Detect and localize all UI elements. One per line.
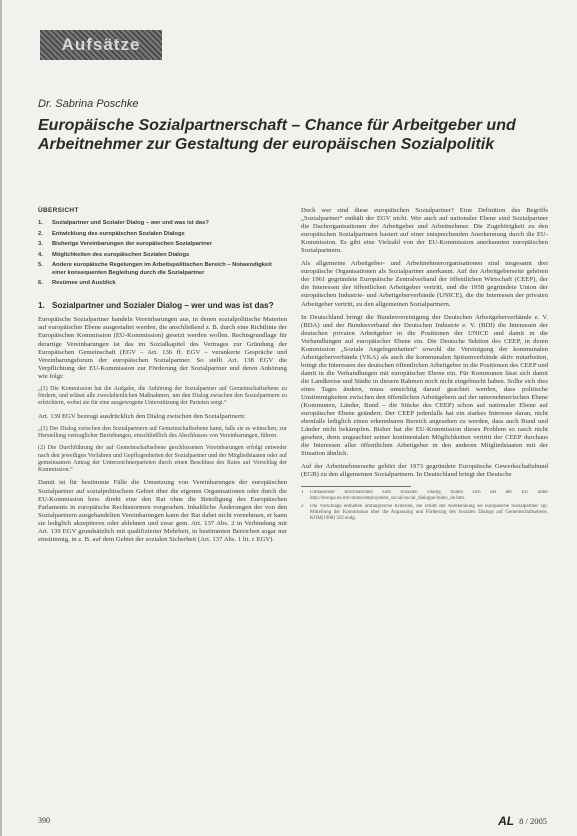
toc-item-number: 5. [38, 262, 43, 269]
toc-item [38, 231, 287, 238]
section-number: 1. [38, 301, 45, 311]
body-paragraph: Auf der Arbeitnehmerseite gehört der 1973 gegründete Europäische Gewerkschaftsbund (EGB) zu den allgemeinen Sozialpartnern. In Deutschland bringt der Deutsche [301, 463, 548, 479]
toc-item [38, 252, 287, 259]
section-title: Sozialpartner und Sozialer Dialog – wer und was ist das? [52, 301, 274, 311]
section-stamp: Aufsätze [40, 30, 162, 60]
toc-item-text: Entwicklung des europäischen Sozialen Dialogs [52, 230, 185, 237]
toc-list [38, 220, 287, 287]
right-body [301, 207, 548, 480]
quoted-paragraph: „(1) Die Kommission hat die Aufgabe, die Anhörung der Sozialpartner auf Gemeinschaftsebene zu fördern, und erlässt alle zweckdienlichen Maßnahmen, um den Dialog zwischen den Sozialpartnern zu erleichtern, wobei sie für eine ausgewogene Unterstützung der Parteien sorgt.“ [38, 385, 287, 407]
toc-item-number: 2. [38, 230, 43, 237]
footnote [301, 504, 548, 522]
toc-item [38, 262, 287, 276]
footnote-number: 2 [301, 503, 304, 509]
toc-item-text: Möglichkeiten des europäischen Sozialen Dialogs [52, 251, 190, 258]
footnotes [301, 486, 548, 522]
quoted-paragraph: „(1) Der Dialog zwischen den Sozialpartnern auf Gemeinschaftsebene kann, falls sie es wünschen, zur Herstellung vertraglicher Beziehungen, einschließlich des Abschlusses von Vereinbarungen, führen. [38, 425, 287, 439]
footnote-text: Umfassende Informationen zum Sozialen Dialog finden sich bei der EU unter http://europa.eu.int/comm/employment_social/social_dialogue/index_de.htm. [310, 489, 548, 501]
footnote [301, 490, 548, 502]
footnote-text: Die Vorschläge enthalten umfangreiche Kriterien, die erfüllt der Anerkennung als europäische Sozialpartner vgl. Mitteilung der Kommission über die Anpassung und Förderung des Sozialen Dialogs auf Gemeinschaftsebene, KOM(1998) 322 endg. [310, 503, 548, 521]
quoted-paragraph: (2) Die Durchführung der auf Gemeinschaftsebene geschlossenen Vereinbarungen erfolgt entweder nach den jeweiligen Verfahren und Gepflogenheiten der Sozialpartner und der Mitgliedstaaten oder auf gemeinsamen Antrag der Unterzeichnerparteien durch einen Beschluss des Rates auf Vorschlag der Kommission.“ [38, 445, 287, 474]
right-column [301, 207, 548, 524]
body-paragraph: Als allgemeine Arbeitgeber- und Arbeitnehmerorganisationen sind insgesamt drei europäische Organisationen als Sozialpartner anerkannt. Auf der Arbeitgeberseite gehören der 1961 gegründete Europäische Zentralverband der öffentlichen Wirtschaft (CEEP), der die Interessen der öffentlichen Arbeitgeber vertritt, und die 1958 gegründete Union der europäischen Industrie- und Arbeitgeberverbände (UNICE), die die Interessen der privaten Arbeitgeber vertritt, zu den allgemeinen Sozialpartnern. [301, 260, 548, 308]
toc-heading: ÜBERSICHT [38, 207, 79, 214]
body-paragraph: In Deutschland bringt die Bundesvereinigung der Deutschen Arbeitgeberverbände e. V. (BDA) und der Bundesverband der Deutschen Industrie e. V. (BDI) die Interessen der deutschen privaten Arbeitgeber in die Positionen der UNICE und damit in die Verhandlungen auf europäischer Ebene ein. Die Deutsche Sektion des CEEP, in deren Kommission „Soziale Angelegenheiten“ sowohl die Vereinigung der kommunalen Arbeitgeberverbände (VKA) als auch die kommunalen Spitzenverbände aktiv mitarbeiten, bringt die Interessen der deutschen öffentlichen Arbeitgeber in die Positionen des CEEP und damit in die Verhandlungen mit europäischer Ebene ein. Für Kommunen lässt sich damit die Landkreise und Städte in diesem Rahmen noch nicht eingebracht haben. Sollte sich dies eines Tages ändern, muss umsichtig darauf geachtet werden, dass politische Unstimmigkeiten zwischen den öffentlichen Arbeitgebern auf der unternehmerischen Ebene (Kommunen, Länder, Bund – die Stücke des CEEP) schon auf nationaler Ebene auf europäischer Ebene geändert. Der CEEP jedenfalls hat ein starkes Interesse daran, nicht ebenfalls lediglich einen erkennbaren Bereich angesehen zu werden, dass auch Bund und Länder nicht bekämpfen. Bisher hat die EU-Kommission dieses Problem so rasch nicht gesehen, denn ungeachtet seiner kontinentalen Möglichkeiten vertritt der CEEP durchaus die Interessen aller öffentlichen Arbeitgeber in den anderen Mitgliedstaaten mit der Situation ähnlich. [301, 313, 549, 458]
body-paragraph: Doch wer sind diese europäischen Sozialpartner? Eine Definition des Begriffs „Sozialpartner“ enthält der EGV nicht. Wer auch auf nationaler Ebene sind Sozialpartner die Dachorganisationen der Arbeitgeber und Arbeitnehmer. Die Zugehörigkeit zu den europäischen Sozialpartnern basiert auf einer entsprechenden Anerkennung durch die EU-Kommission. Es gibt eine Vielzahl von der EU-Kommission anerkannten europäischen Sozialpartnern. [301, 207, 548, 255]
toc-item-number: 3. [38, 241, 43, 248]
page-edge-line [0, 0, 2, 836]
section-heading [38, 301, 287, 311]
body-paragraph: Europäische Sozialpartner handeln Vereinbarungen aus, in denen sozialpolitische Materien auf europäischer Ebene ausgestaltet werden, die anschließend z. B. durch eine Richtlinie der Europäischen Kommission (EU-Kommission) gesetzt werden wollen. Rechtsgrundlage für derartige Vereinbarungen ist das im Sozialkapitel des Vertrages zur Gründung der Europäischen Gemeinschaft (EGV – Art. 136 ff. EGV – verankerte Gespräche und Vereinbarungsforum der europäischen Sozialpartner. So stellt Art. 138 EGV die Verpflichtung der EU-Kommission zur Förderung der Sozialpartner und deren Anhörung wie folgt: [38, 316, 287, 380]
footnote-number: 1 [301, 489, 304, 495]
toc-item-text: Andere europäische Regelungen im Arbeitspolitischen Bereich – Notwendigkeit einer konsequenten Begleitung durch die Sozialpartner [52, 262, 272, 276]
page-number: 390 [38, 816, 50, 825]
body-paragraph: Damit ist für bestimmte Fälle die Umsetzung von Vereinbarungen der europäischen Sozialpartner auf sozialpolitischem Gebiet über die eigenen Organisationen oder durch die EU-Kommission bzw. direkt eine den Rat ohne die Beteiligung des Europäischen Parlaments in europäische Rechtsnormen vorgesehen. Inhaltliche Änderungen der von den Sozialpartnern ausgehandelten Vereinbarungen kann der Rat dabei nicht vornehmen, er kann sie lediglich akzeptieren oder ablehnen und zwar gem. Art. 137 Abs. 2 in Verbindung mit Art. 139 EGV grundsätzlich mit qualifizierter Mehrheit, in bestimmten Bereichen sogar nur einstimmig, in z. B. auf dem Gebiet der sozialen Sicherheit (Art. 137 Abs. 1 lit. c EGV). [38, 479, 287, 543]
left-body [38, 316, 287, 543]
author-name: Dr. Sabrina Poschke [38, 98, 139, 110]
toc-item-number: 4. [38, 251, 43, 258]
toc-item-number: 6. [38, 280, 43, 287]
toc-item [38, 220, 287, 227]
toc-item [38, 280, 287, 287]
toc-item-text: Bisherige Vereinbarungen der europäischen Sozialpartner [52, 241, 213, 248]
body-paragraph: Art. 139 EGV bezeugt ausdrücklich den Dialog zwischen den Sozialpartnern: [38, 412, 246, 420]
journal-logo: AL [498, 814, 515, 828]
toc-item-text: Sozialpartner und Sozialer Dialog – wer und was ist das? [52, 220, 209, 226]
article-title: Europäische Sozialpartnerschaft – Chance für Arbeitgeber und Arbeitnehmer zur Gestaltung der europäischen Sozialpolitik [38, 117, 516, 153]
left-column [38, 207, 287, 549]
toc-item-number: 1. [38, 220, 43, 226]
toc-item [38, 241, 287, 248]
footer-issue [498, 814, 547, 828]
issue-number: 8 / 2005 [519, 816, 547, 826]
toc-item-text: Resümee und Ausblick [52, 280, 116, 287]
